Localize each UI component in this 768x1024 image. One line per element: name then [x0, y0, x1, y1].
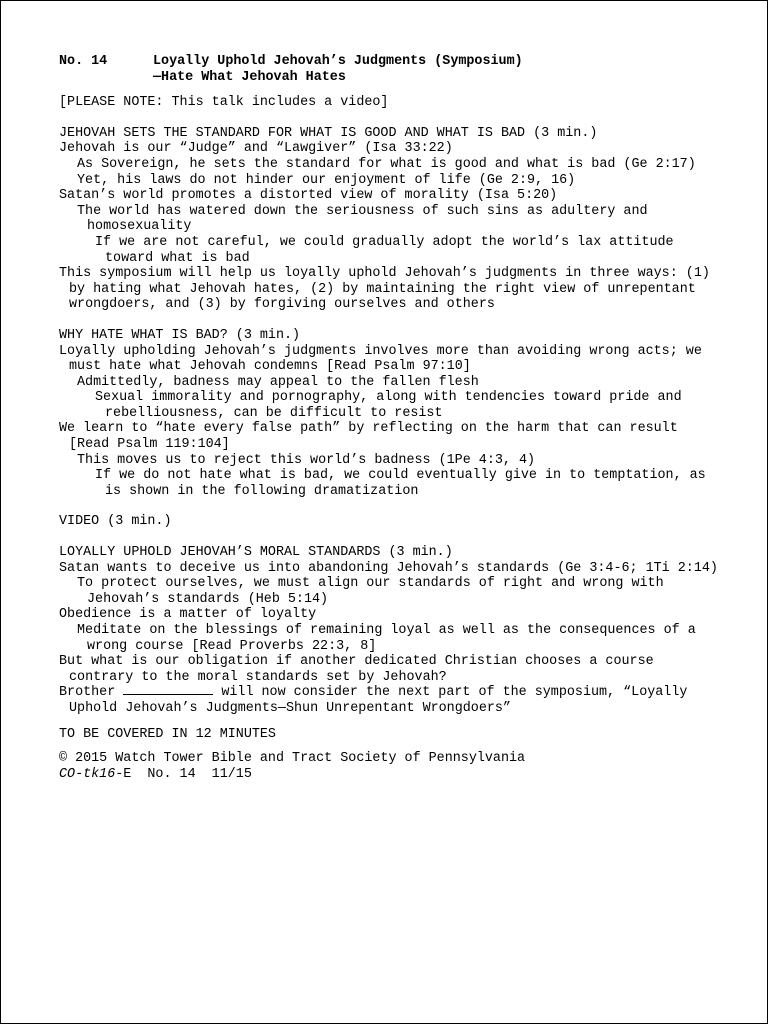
outline-number: No. 14 [59, 54, 108, 69]
outline-point: To protect ourselves, we must align our standards of right and wrong with Jehovah’s standards (Heb 5:14) [77, 576, 664, 607]
outline-point: If we do not hate what is bad, we could eventually give in to temptation, as is shown in the following dramatization [95, 468, 706, 499]
footer [59, 751, 719, 782]
video-note: [PLEASE NOTE: This talk includes a video] [59, 95, 389, 111]
outline-point: Meditate on the blessings of remaining loyal as well as the consequences of a wrong course [Read Proverbs 22:3, 8] [77, 623, 696, 654]
outline-point: Satan wants to deceive us into abandoning Jehovah’s standards (Ge 3:4-6; 1Ti 2:14) [59, 560, 718, 576]
document-code [59, 767, 719, 783]
outline-point: Yet, his laws do not hinder our enjoyment of life (Ge 2:9, 16) [77, 172, 576, 188]
section-title: JEHOVAH SETS THE STANDARD FOR WHAT IS GOOD AND WHAT IS BAD (3 min.) [59, 125, 598, 141]
outline-point: The world has watered down the seriousness of such sins as adultery and homosexuality [77, 203, 648, 235]
outline-point [59, 685, 719, 716]
title-line-1: Loyally Uphold Jehovah’s Judgments (Symposium) [153, 54, 523, 69]
outline-header [59, 54, 719, 85]
outline-point: If we are not careful, we could gradually adopt the world’s lax attitude toward what is bad [95, 234, 674, 266]
time-note: TO BE COVERED IN 12 MINUTES [59, 726, 276, 742]
section-title: LOYALLY UPHOLD JEHOVAH’S MORAL STANDARDS (3 min.) [59, 545, 453, 561]
title-line-2: —Hate What Jehovah Hates [153, 69, 346, 85]
outline-title [153, 54, 523, 85]
outline-point: Satan’s world promotes a distorted view of morality (Isa 5:20) [59, 188, 558, 204]
section-title: VIDEO (3 min.) [59, 514, 172, 530]
outline-point: Loyally upholding Jehovah’s judgments involves more than avoiding wrong acts; we must hate what Jehovah condemns [Read Psalm 97:10] [59, 343, 702, 375]
outline-point: But what is our obligation if another dedicated Christian chooses a course contrary to the moral standards set by Jehovah? [59, 654, 654, 685]
outline-point: We learn to “hate every false path” by reflecting on the harm that can result [Read Psalm 119:104] [59, 421, 678, 453]
outline-point: Admittedly, badness may appeal to the fallen flesh [77, 374, 479, 390]
point-text-before: Brother [59, 685, 116, 701]
document-content [59, 54, 719, 782]
outline-point: This moves us to reject this world’s badness (1Pe 4:3, 4) [77, 452, 536, 468]
point-text-after: will now consider the next part of the symposium, “Loyally Uphold Jehovah’s Judgments—Shun Unrepentant Wrongdoers” [69, 685, 688, 716]
outline-point: Obedience is a matter of loyalty [59, 607, 317, 623]
code-prefix: CO-tk16 [59, 766, 116, 782]
outline-point: As Sovereign, he sets the standard for what is good and what is bad (Ge 2:17) [77, 156, 696, 172]
name-blank-line [123, 685, 213, 695]
sections [59, 126, 719, 717]
section-title: WHY HATE WHAT IS BAD? (3 min.) [59, 327, 301, 343]
outline-point: Sexual immorality and pornography, along with tendencies toward pride and rebelliousness, can be difficult to resist [95, 390, 682, 421]
outline-point: Jehovah is our “Judge” and “Lawgiver” (Isa 33:22) [59, 141, 453, 157]
copyright: © 2015 Watch Tower Bible and Tract Society of Pennsylvania [59, 751, 526, 767]
outline-point: This symposium will help us loyally uphold Jehovah’s judgments in three ways: (1) by hating what Jehovah hates, (2) by maintaining the right view of unrepentant wrongdoers, and (3) by forgiving ourselves and others [59, 266, 710, 313]
code-suffix: -E No. 14 11/15 [115, 766, 252, 782]
